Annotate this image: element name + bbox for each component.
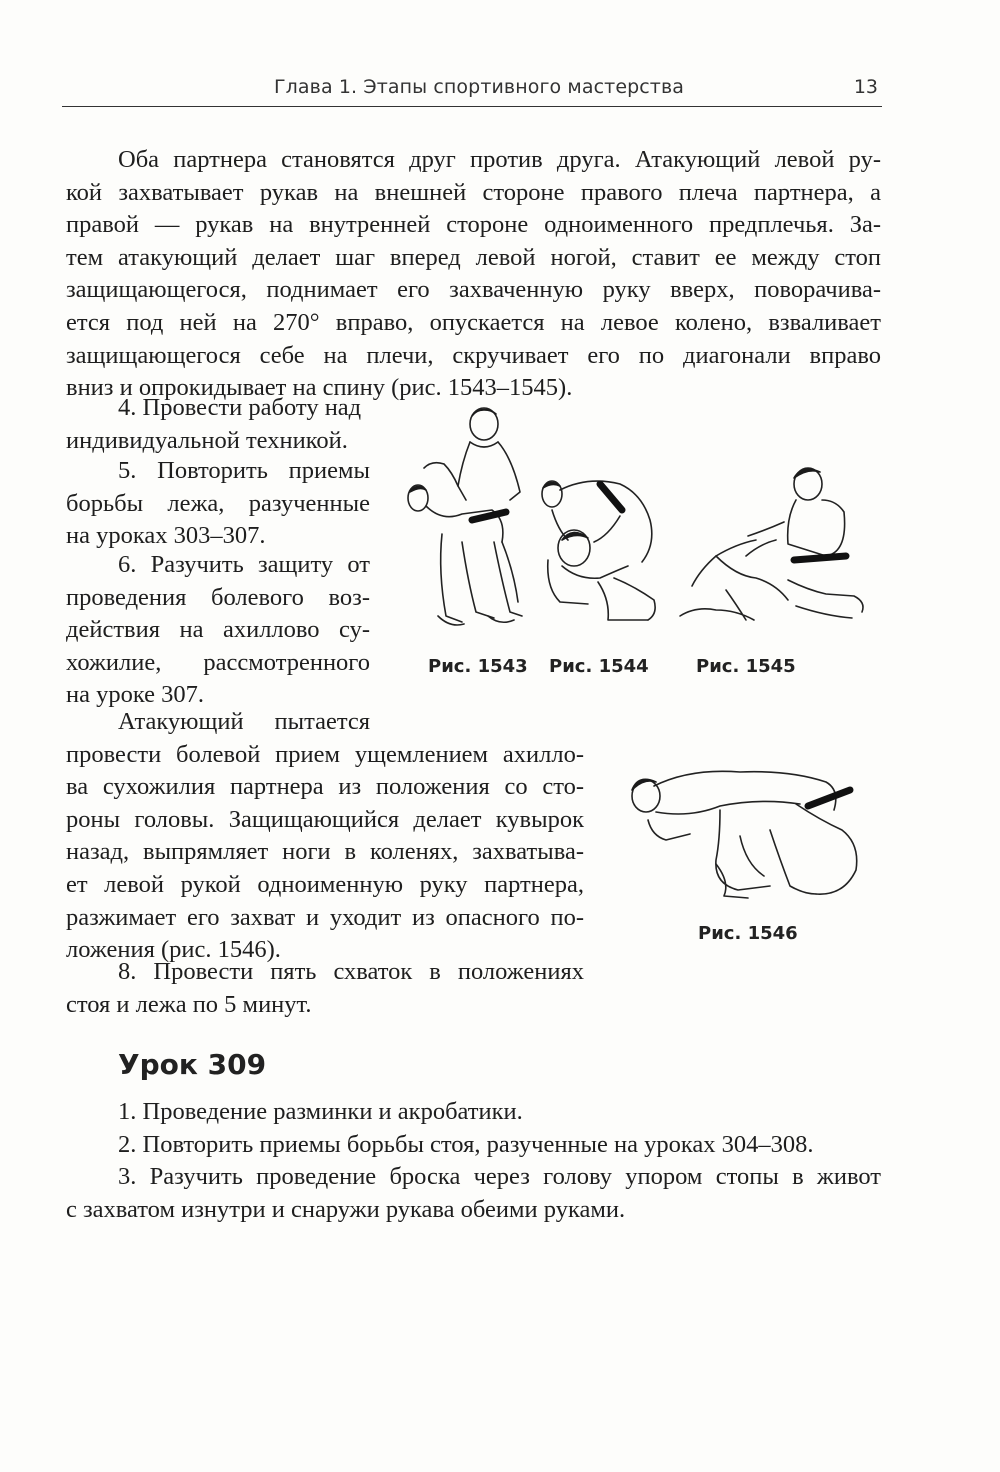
- text-line: 6. Разучить защиту от: [118, 551, 370, 578]
- list-item-8: [66, 956, 584, 1021]
- list-item: 2. Повторить приемы борьбы стоя, разученные на уроках 304–308.: [118, 1130, 814, 1158]
- text-line: защищающегося, поднимает его захваченную руку вверх, поворачива-: [66, 276, 881, 304]
- text-line: кой захватывает рукав на внешней стороне правого плеча партнера, а: [66, 178, 881, 206]
- text-line: Атакующий пытается: [118, 708, 370, 735]
- text-line: защищающегося себе на плечи, скручивает его по диагонали вправо: [66, 341, 881, 369]
- lesson-heading: Урок 309: [118, 1048, 267, 1081]
- text-line: ется под ней на 270° вправо, опускается на левое колено, взваливает: [66, 308, 881, 336]
- chapter-title: Глава 1. Этапы спортивного мастерства: [274, 76, 685, 98]
- figure-1545-illustration: [676, 460, 876, 640]
- text-line: ложения (рис. 1546).: [66, 936, 281, 964]
- text-line: роны головы. Защищающийся делает кувырок: [66, 805, 584, 833]
- list-item: с захватом изнутри и снаружи рукава обеими руками.: [66, 1195, 626, 1223]
- text-line: на уроках 303–307.: [66, 522, 266, 550]
- figure-1544-caption: Рис. 1544: [549, 656, 649, 677]
- text-line: 4. Провести работу над: [118, 394, 362, 421]
- text-line: Оба партнера становятся друг против друга. Атакующий левой ру-: [118, 146, 881, 173]
- intro-paragraph: [66, 144, 881, 405]
- lesson-list: [66, 1096, 881, 1226]
- list-item-5: [66, 455, 370, 553]
- text-line: ет левой рукой одноименную руку партнера,: [66, 870, 584, 898]
- figure-1546-illustration: [620, 760, 870, 910]
- text-line: стоя и лежа по 5 минут.: [66, 990, 312, 1018]
- attack-paragraph: [66, 706, 584, 967]
- figure-1543-caption: Рис. 1543: [428, 656, 528, 677]
- text-line: ва сухожилия партнера из положения со сто-: [66, 773, 584, 801]
- text-line: индивидуальной техникой.: [66, 426, 348, 454]
- text-line: вниз и опрокидывает на спину (рис. 1543–1545).: [66, 374, 573, 402]
- text-line: борьбы лежа, разученные: [66, 489, 370, 517]
- figure-1543-illustration: [402, 402, 534, 638]
- text-line: тем атакующий делает шаг вперед левой ногой, ставит ее между стоп: [66, 243, 881, 271]
- list-item: 3. Разучить проведение броска через голову упором стопы в живот: [118, 1163, 881, 1191]
- text-line: 8. Провести пять схваток в положениях: [118, 958, 584, 985]
- figure-1546-caption: Рис. 1546: [698, 923, 798, 944]
- text-line: провести болевой прием ущемлением ахилло-: [66, 740, 584, 768]
- text-line: разжимает его захват и уходит из опасного по-: [66, 903, 584, 931]
- text-line: назад, выпрямляет ноги в коленях, захватыва-: [66, 838, 584, 866]
- text-line: действия на ахиллово су-: [66, 616, 370, 644]
- figure-1545-caption: Рис. 1545: [696, 656, 796, 677]
- list-item: 1. Проведение разминки и акробатики.: [118, 1098, 523, 1125]
- text-line: хожилие, рассмотренного: [66, 648, 370, 676]
- text-line: на уроке 307.: [66, 681, 205, 709]
- list-item-6: [66, 549, 370, 712]
- text-line: проведения болевого воз-: [66, 583, 370, 611]
- page-number: 13: [853, 76, 878, 98]
- text-line: правой — рукав на внутренней стороне одноименного предплечья. За-: [66, 211, 881, 239]
- text-line: 5. Повторить приемы: [118, 457, 370, 484]
- running-header: [62, 70, 882, 107]
- figure-1544-illustration: [538, 470, 664, 632]
- list-item-4: [66, 392, 370, 457]
